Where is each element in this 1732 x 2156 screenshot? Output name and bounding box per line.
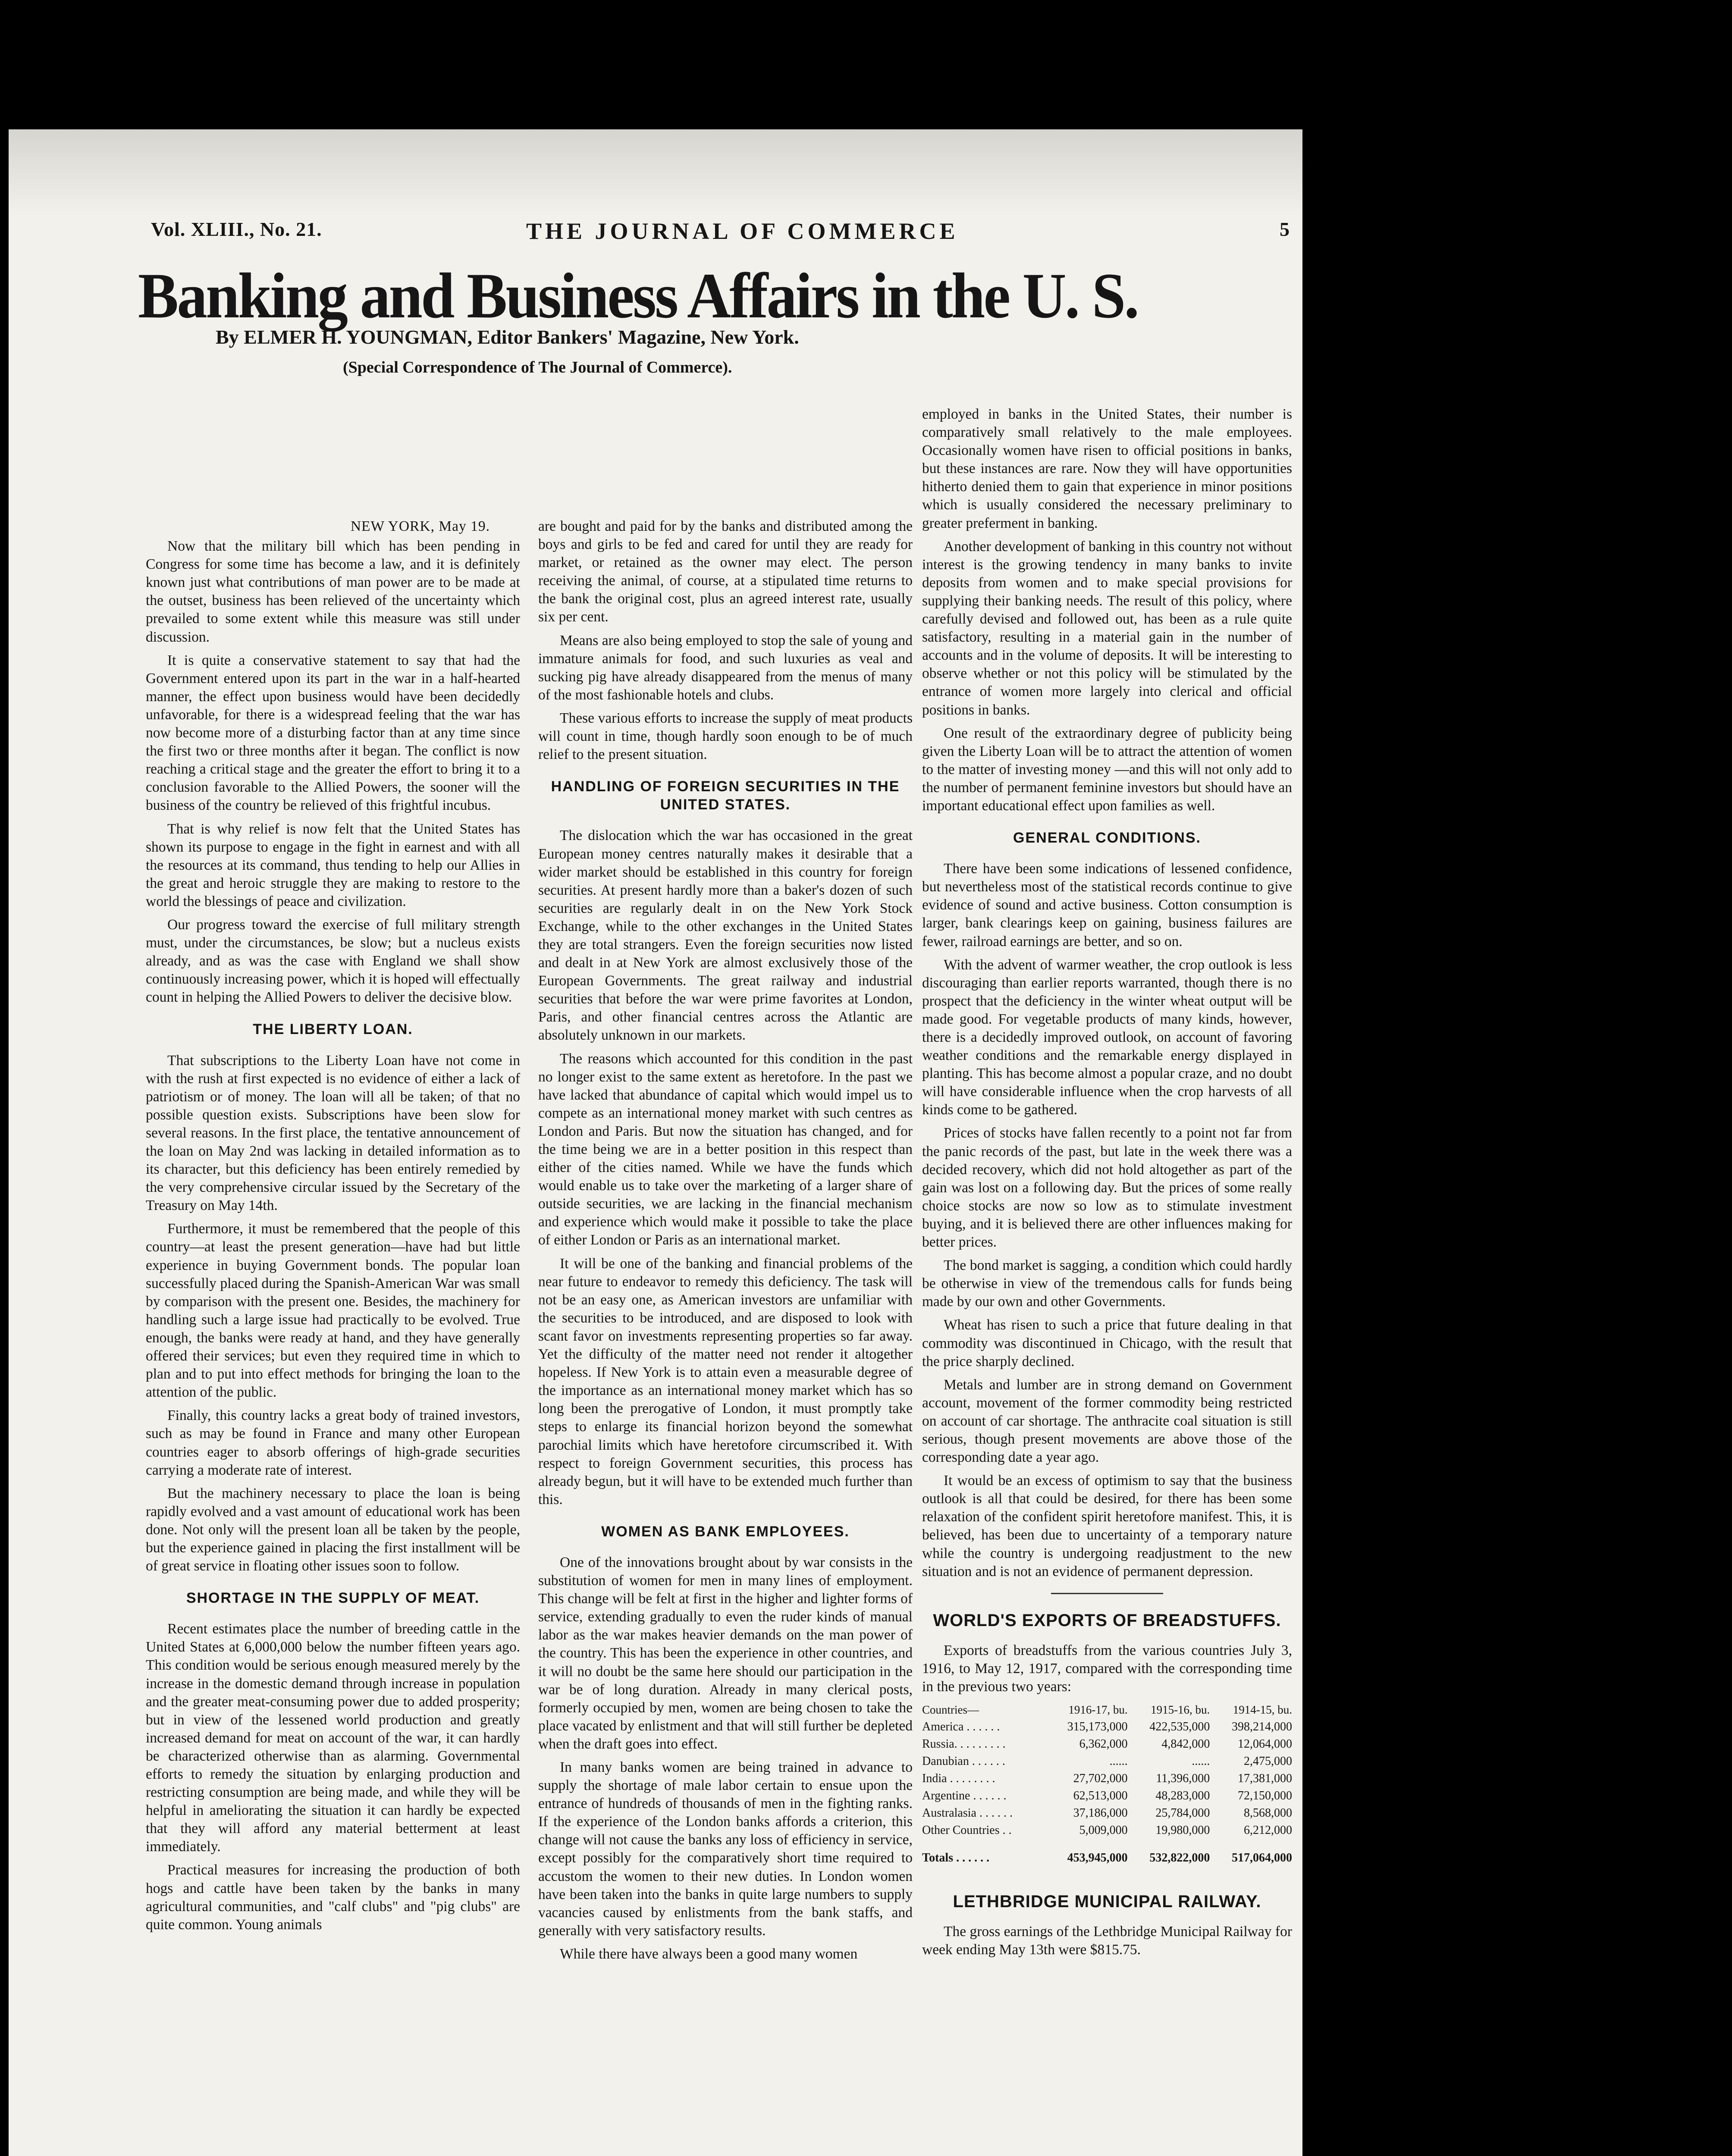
table-cell: 27,702,000 [1073,1772,1128,1786]
table-cell: 4,842,000 [1161,1737,1210,1751]
section-heading-foreign-securities: HANDLING OF FOREIGN SECURITIES IN THE UNITED STATES. [551,778,900,813]
table-cell: 6,212,000 [1244,1824,1292,1837]
table-cell: 532,822,000 [1149,1851,1210,1865]
section-heading-liberty-loan: THE LIBERTY LOAN. [253,1021,413,1038]
paragraph: While there have always been a good many women [560,1946,858,1962]
paragraph: That subscriptions to the Liberty Loan have not come in with the rush at first expected is no evidence of either a lack of patriotism or of money. The loan will all be taken; of that no possible question exists. Subscriptions have been slow for several reasons. In the first place, the tentative announcement of the loan on May 2nd was lacking in detailed information as to its character, but this deficiency has been entirely remedied by the very comprehensive circular issued by the Secretary of the Treasury on May 14th. [146,1052,520,1214]
paragraph: are bought and paid for by the banks and distributed among the boys and girls to be fed and cared for until they are ready for market, or retained as the owner may elect. The person receiving the animal, of course, at a stipulated time returns to the bank the original cost, plus an agreed interest rate, usually six per cent. [538,518,913,625]
paragraph: The bond market is sagging, a condition which could hardly be otherwise in view of the tremendous calls for funds being made by our own and other Governments. [922,1257,1292,1310]
column-header: 1915-16, bu. [1151,1703,1210,1717]
exports-title: WORLD'S EXPORTS OF BREADSTUFFS. [933,1611,1281,1630]
paragraph: In many banks women are being trained in advance to supply the shortage of male labor certain to ensue upon the entrance of hundreds of thousands of men in the fighting ranks. If the experience of the London banks affords a criterion, this change will not cause the banks any loss of efficiency in service, except possibly for the comparatively short time required to accustom the women to their new duties. In London women have been taken into the banks in quite large numbers to supply vacancies caused by enlistments from the bank staffs, and generally with very satisfactory results. [538,1759,913,1939]
section-heading-general-conditions: GENERAL CONDITIONS. [1013,830,1201,846]
exports-table [922,1701,1292,1867]
table-header-row [922,1701,1292,1718]
paragraph: Means are also being employed to stop the sale of young and immature animals for food, and such luxuries as veal and sucking pig have already disappeared from the menus of many of the most fashionable hotels and clubs. [538,632,913,703]
paragraph: Another development of banking in this country not without interest is the growing tendency in many banks to invite deposits from women and to make special provisions for supplying their banking needs. The result of this policy, where carefully devised and followed out, has been as a rule quite satisfactory, resulting in a material gain in the number of accounts and in the volume of deposits. It will be interesting to observe whether or not this policy will be stimulated by the entrance of women more largely into clerical and official positions in banks. [922,538,1292,718]
table-cell: 62,513,000 [1073,1789,1128,1803]
table-row [922,1753,1292,1770]
section-heading-meat-supply: SHORTAGE IN THE SUPPLY OF MEAT. [186,1590,480,1607]
newspaper-page [9,129,1302,2156]
table-row [922,1787,1292,1805]
paragraph: Wheat has risen to such a price that future dealing in that commodity was discontinued in Chicago, with the result that the price sharply declined. [922,1317,1292,1369]
paragraph: It would be an excess of optimism to say that the business outlook is all that could be desired, for there has been some relaxation of the confident spirit heretofore manifest. This, it is believed, has been due to uncertainty of a temporary nature while the country is undergoing readjustment to the new situation and is not an evidence of permanent depression. [922,1473,1292,1579]
table-cell: India . . . . . . . . [922,1772,995,1786]
table-row [922,1718,1292,1736]
table-row [922,1770,1292,1787]
table-cell: America . . . . . . [922,1720,1000,1734]
totals-row [922,1839,1292,1867]
table-cell: ...... [1192,1755,1210,1768]
table-cell: Other Countries . . [922,1824,1012,1837]
column-header: 1916-17, bu. [1068,1703,1128,1717]
table-cell: 72,150,000 [1238,1789,1292,1803]
paragraph: The reasons which accounted for this condition in the past no longer exist to the same extent as heretofore. In the past we have lacked that abundance of capital which would impel us to compete as an international money market with such centres as London and Paris. But now the situation has changed, and for the time being we are in a better position in this respect than either of the cities named. While we have the funds which would enable us to take over the marketing of a larger share of outside securities, we are lacking in the financial mechanism and experience which would make it possible to take the place of either London or Paris as an international market. [538,1050,913,1248]
paragraph: Now that the military bill which has been pending in Congress for some time has become a law, and it is definitely known just what contributions of man power are to be made at the outset, business has been relieved of the uncertainty which prevailed to some extent while this measure was still under discussion. [146,538,520,645]
table-cell: 422,535,000 [1149,1720,1210,1734]
paragraph: Metals and lumber are in strong demand on Government account, movement of the former commodity being restricted on account of car shortage. The anthracite coal situation is still serious, though present movements are above those of the corresponding date a year ago. [922,1376,1292,1466]
page-number: 5 [1280,218,1290,240]
table-cell: Australasia . . . . . . [922,1806,1013,1820]
paragraph: Finally, this country lacks a great body of trained investors, such as may be found in France and many other European countries eager to absorb offerings of high-grade securities carrying a moderate rate of interest. [146,1407,520,1478]
paragraph: employed in banks in the United States, their number is comparatively small relatively to the male employees. Occasionally women have risen to official positions in banks, but these instances are rare. Now they will have opportunities hitherto denied them to gain that experience in minor positions which is usually considered the necessary preliminary to greater preferment in banking. [922,406,1292,531]
table-row [922,1805,1292,1822]
table-cell: Russia. . . . . . . . . [922,1737,1006,1751]
table-cell: Danubian . . . . . . [922,1755,1005,1768]
table-cell: 25,784,000 [1155,1806,1210,1820]
article-headline: Banking and Business Affairs in the U. S. [138,260,1138,332]
table-cell: ...... [1109,1755,1128,1768]
dateline: NEW YORK, May 19. [350,518,490,534]
railway-text: The gross earnings of the Lethbridge Municipal Railway for week ending May 13th were $815.75. [922,1924,1292,1958]
column-1 [146,517,520,1939]
paragraph: One of the innovations brought about by war consists in the substitution of women for men in many lines of employment. This change will be felt at first in the higher and lighter forms of service, extending gradually to even the ruder kinds of manual labor as the war makes heavier demands on the man power of the country. This has been the experience in other countries, and it will no doubt be the same here should our participation in the war be of long duration. Already in many clerical posts, formerly occupied by men, women are being chosen to take the place vacated by enlistment and that will still further be depleted when the draft goes into effect. [538,1554,913,1752]
paragraph: One result of the extraordinary degree of publicity being given the Liberty Loan will be to attract the attention of women to the matter of investing money —and this will not only add to the number of permanent feminine investors but should have an important educational effect upon families as well. [922,725,1292,814]
column-header: Countries— [922,1703,979,1717]
table-row [922,1736,1292,1753]
page-header [138,218,1298,252]
paragraph: The dislocation which the war has occasioned in the great European money centres naturally makes it desirable that a wider market should be established in this country for foreign securities. At present hardly more than a baker's dozen of such securities are regularly dealt in on the New York Stock Exchange, while to the other exchanges in the United States they are total strangers. Even the foreign securities now listed and dealt in at New York are almost exclusively those of the European Governments. The great railway and industrial securities that before the war were prime favorites at London, Paris, and other financial centres across the Atlantic are absolutely unknown in our markets. [538,827,913,1044]
paragraph: It is quite a conservative statement to say that had the Government entered upon its part in the war in a half-hearted manner, the effect upon business would have been decidedly unfavorable, for there is a widespread feeling that the war has now become more of a disturbing factor than at any time since the first two or three months after it began. The conflict is now reaching a critical stage and the greater the effort to bring it to a conclusion favorable to the Allied Powers, the sooner will the business of the country be relieved of this frightful incubus. [146,652,520,814]
table-cell: 48,283,000 [1155,1789,1210,1803]
table-cell: 12,064,000 [1238,1737,1292,1751]
paragraph: It will be one of the banking and financial problems of the near future to endeavor to remedy this deficiency. The task will not be an easy one, as American investors are unfamiliar with the securities to be introduced, and are disposed to look with scant favor on investments representing properties so far away. Yet the difficulty of the matter need not render it altogether hopeless. If New York is to attain even a measurable degree of the importance as an international money market which has so long been the prerogative of London, it must promptly take steps to enlarge its financial horizon beyond the somewhat parochial limits which have heretofore circumscribed it. With respect to foreign Government securities, this process has already begun, but it will have to be extended much further than this. [538,1255,913,1507]
table-cell: 19,980,000 [1155,1824,1210,1837]
paragraph: There have been some indications of lessened confidence, but nevertheless most of the statistical records continue to give evidence of sound and active business. Cotton consumption is larger, bank clearings keep on gaining, business failures are fewer, railroad earnings are better, and so on. [922,861,1292,950]
paragraph: Practical measures for increasing the production of both hogs and cattle have been taken by the banks in many agricultural communities, and "calf clubs" and "pig clubs" are quite common. Young animals [146,1862,520,1933]
section-divider [1051,1593,1163,1594]
column-header: 1914-15, bu. [1233,1703,1292,1717]
column-3 [922,405,1292,1964]
volume-number: Vol. XLIII., No. 21. [151,218,322,240]
article-byline: By ELMER H. YOUNGMAN, Editor Bankers' Magazine, New York. [216,326,799,348]
table-cell: 398,214,000 [1232,1720,1292,1734]
journal-name: THE JOURNAL OF COMMERCE [526,218,959,244]
paragraph: Prices of stocks have fallen recently to a point not far from the panic records of the past, but late in the week there was a decided recovery, which did not hold altogether as part of the gain was lost on a following day. But the prices of some really choice stocks are now so low as to stimulate investment buying, and it is believed there are other influences making for better prices. [922,1125,1292,1250]
page-top-margin [9,129,1302,216]
table-cell: Totals . . . . . . [922,1851,990,1865]
table-cell: 37,186,000 [1073,1806,1128,1820]
table-cell: 2,475,000 [1244,1755,1292,1768]
table-cell: 17,381,000 [1238,1772,1292,1786]
table-row [922,1822,1292,1839]
table-cell: 8,568,000 [1244,1806,1292,1820]
column-2 [538,517,913,1968]
table-cell: 517,064,000 [1232,1851,1292,1865]
paragraph: Our progress toward the exercise of full military strength must, under the circumstances, be slow; but a nucleus exists already, and as was the case with England we shall show continuously increasing power, which it is hoped will effectually count in helping the Allied Powers to deliver the decisive blow. [146,916,520,1006]
exports-intro: Exports of breadstuffs from the various countries July 3, 1916, to May 12, 1917, compared with the corresponding time in the previous two years: [922,1642,1292,1695]
paragraph: But the machinery necessary to place the loan is being rapidly evolved and a vast amount of educational work has been done. Not only will the present loan all be taken by the people, but the experience gained in placing the first installment will be of great service in floating other issues soon to follow. [146,1485,520,1574]
paragraph: These various efforts to increase the supply of meat products will count in time, though hardly soon enough to be of much relief to the present situation. [538,710,913,763]
section-heading-women-employees: WOMEN AS BANK EMPLOYEES. [601,1523,850,1540]
table-cell: 6,362,000 [1079,1737,1128,1751]
table-cell: 11,396,000 [1156,1772,1210,1786]
table-cell: Argentine . . . . . . [922,1789,1007,1803]
special-correspondence-note: (Special Correspondence of The Journal of Commerce). [343,358,732,376]
railway-title: LETHBRIDGE MUNICIPAL RAILWAY. [953,1892,1261,1912]
table-cell: 315,173,000 [1067,1720,1128,1734]
table-cell: 5,009,000 [1079,1824,1128,1837]
paragraph: That is why relief is now felt that the United States has shown its purpose to engage in the fight in earnest and with all the resources at its command, thus tending to help our Allies in the great and heroic struggle they are making to restore to the world the blessings of peace and civilization. [146,821,520,909]
paragraph: Furthermore, it must be remembered that the people of this country—at least the present generation—have had but little experience in buying Government bonds. The popular loan successfully placed during the Spanish-American War was small by comparison with the present one. Besides, the machinery for handling such a large issue had practically to be evolved. True enough, the banks were ready at hand, and they have generally offered their services; but even they required time in which to plan and to put into effect methods for bringing the loan to the attention of the public. [146,1221,520,1401]
paragraph: With the advent of warmer weather, the crop outlook is less discouraging than earlier reports warranted, though there is no prospect that the deficiency in the winter wheat output will be made good. For vegetable products of many kinds, however, there is a decidedly improved outlook, on account of favoring weather conditions and the remarkable energy displayed in planting. This has become almost a popular craze, and no doubt will have considerable influence when the crop harvests of all kinds come to be gathered. [922,956,1292,1118]
table-cell: 453,945,000 [1067,1851,1128,1865]
paragraph: Recent estimates place the number of breeding cattle in the United States at 6,000,000 below the number fifteen years ago. This condition would be serious enough measured merely by the increase in the domestic demand through increase in population and the greater meat-consuming power due to added prosperity; but in view of the lessened world production and greatly increased demand for meat on account of the war, it can hardly be characterized otherwise than as alarming. Governmental efforts to remedy the situation by enlarging production and restricting consumption are being made, and while they will be helpful in ameliorating the situation it can hardly be expected that they will afford any material betterment at least immediately. [146,1621,520,1855]
